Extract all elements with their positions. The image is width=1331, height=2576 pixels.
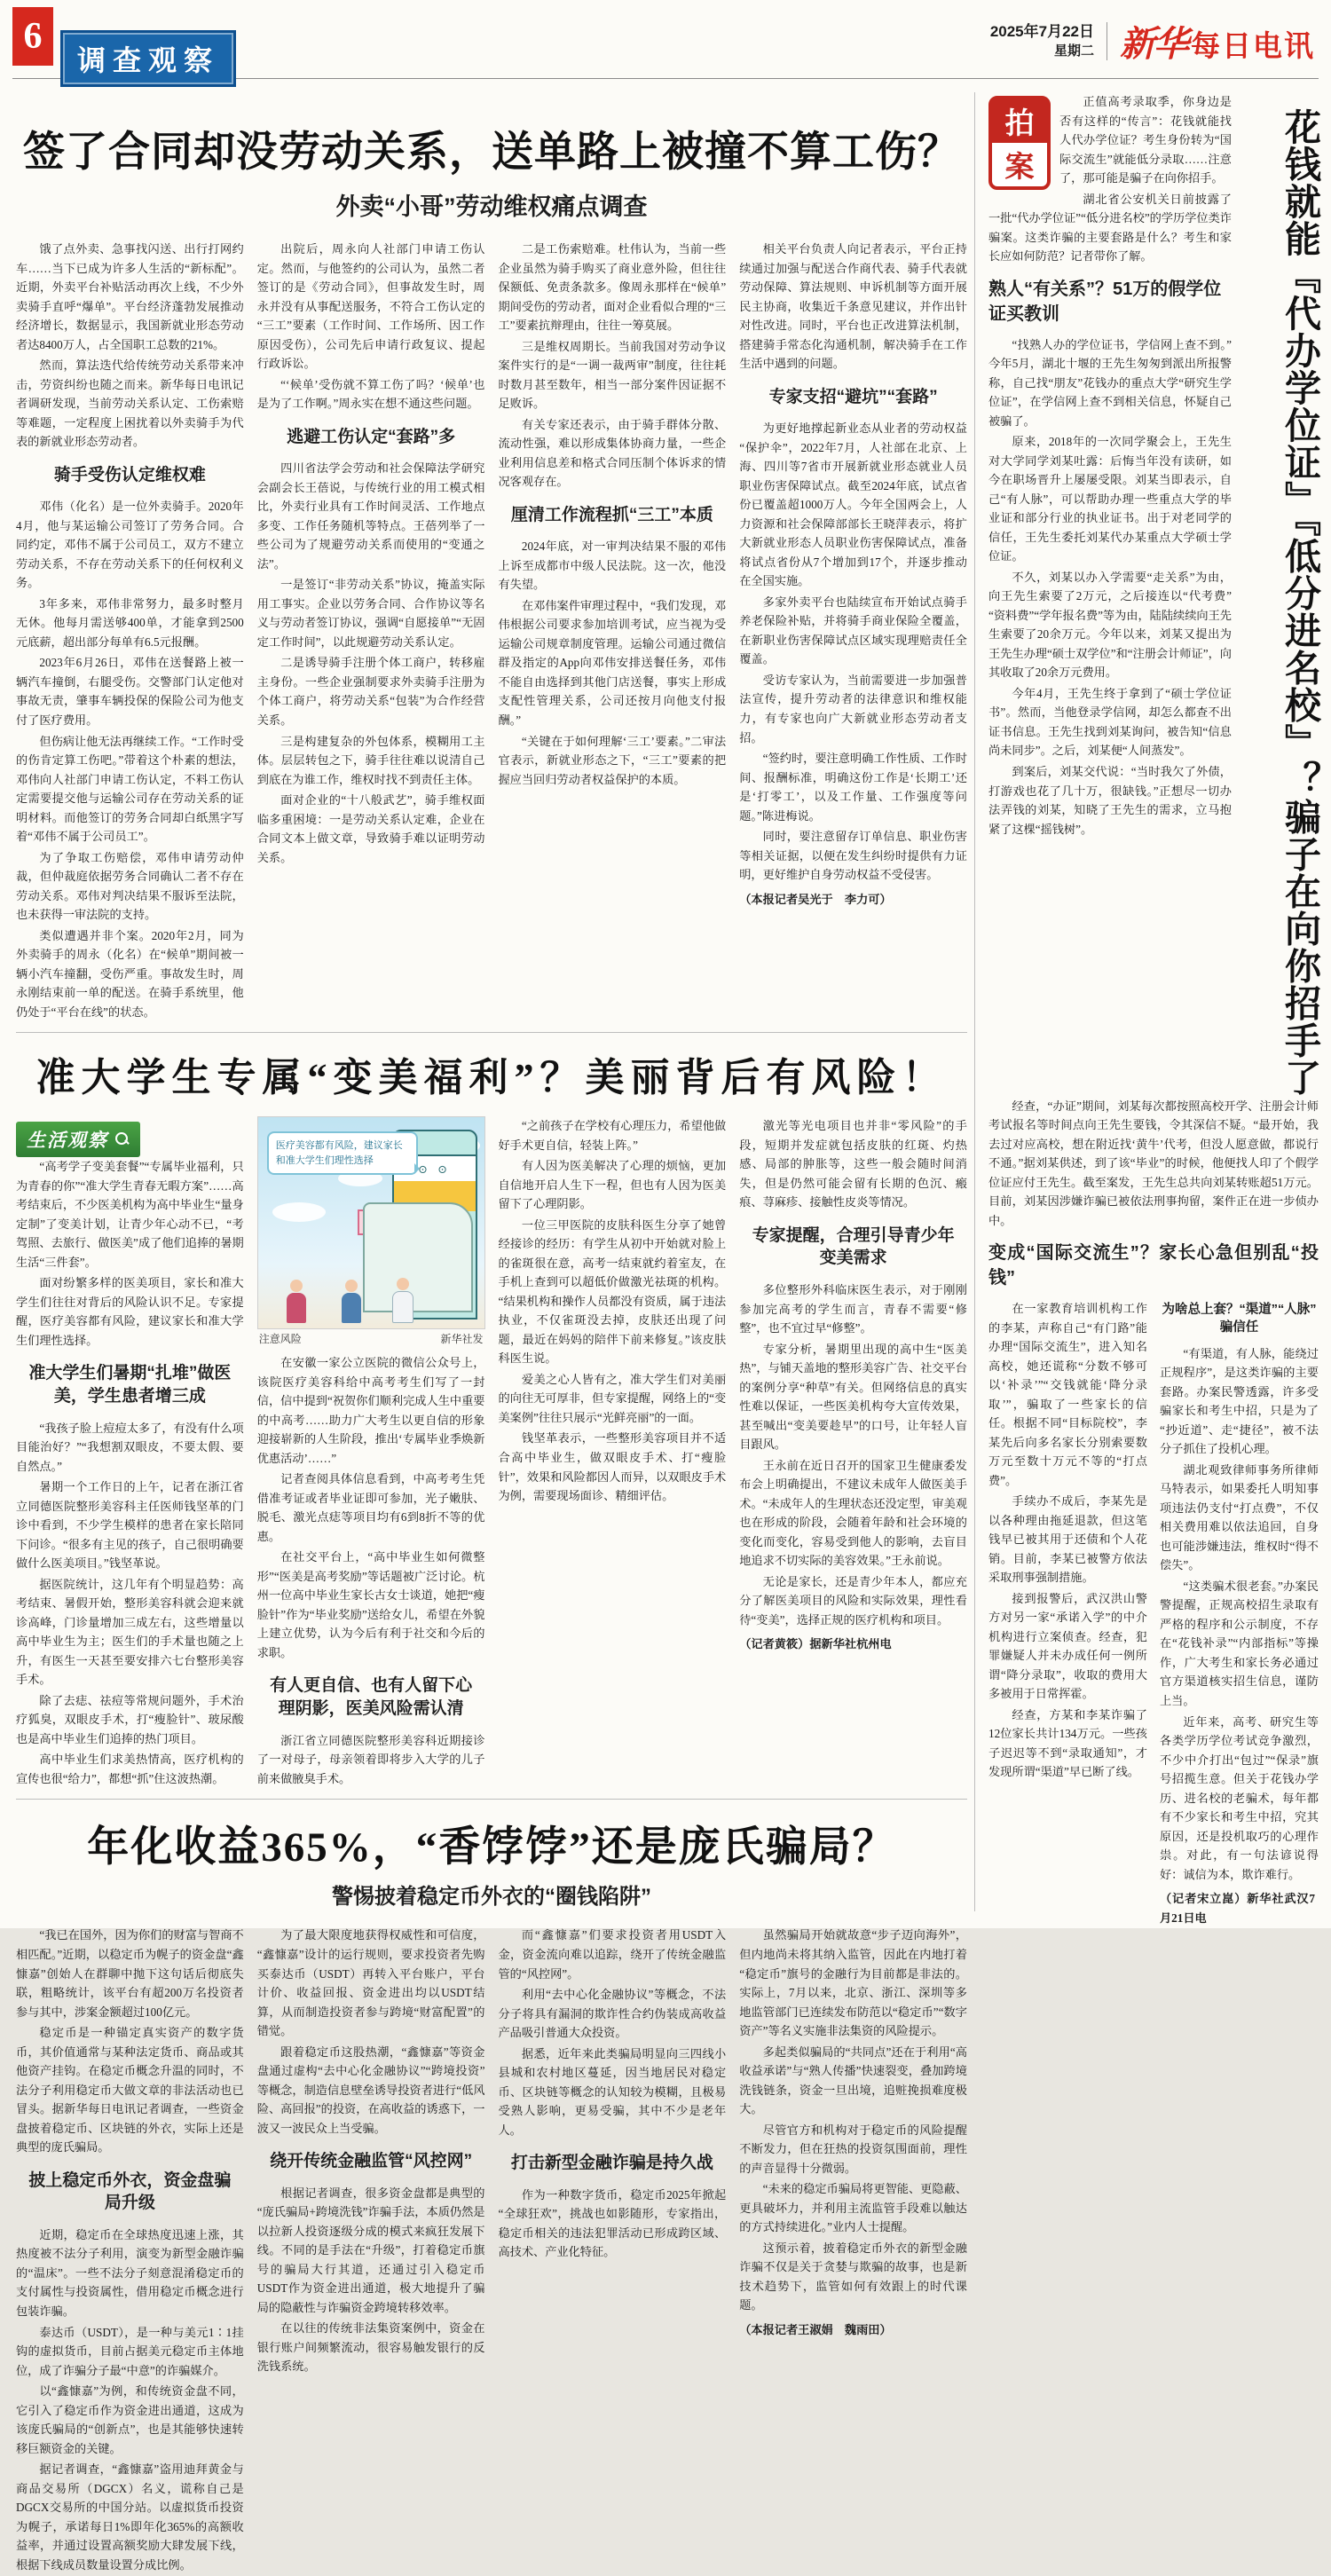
paragraph: 为了最大限度地获得权威性和可信度，“鑫慷嘉”设计的运行规则，要求投资者先购买泰达币（USDT）再转入平台账户，平台计价、收益回报、资金进出均以USDT结算，从而制造投资者参与跨境“财富配置”的错觉。 [256, 1928, 485, 2038]
paragraph: 据记者调查，“鑫慷嘉”盗用迪拜黄金与商品交易所（DGCX）名义，谎称自己是DGCX交易所的中国分站。以虚拟货币投资为幌子，承诺每日1%即年化365%的高额收益率，并通过设置高额奖励大肆发展下线，根据下线成员数量设置分成比例。 [16, 2462, 244, 2572]
article2-col1 [16, 1116, 244, 1790]
page-header [0, 0, 1331, 85]
paragraph: 在安徽一家公立医院的微信公众号上，该院医疗美容科给中高考考生们写了一封信，信中提到“祝贺你们顺利完成人生中重要的中高考……助力广大考生以更自信的形象迎接崭新的人生阶段，推出‘专属毕业季焕新优惠活动’……” [256, 1356, 485, 1465]
article2-col2-subhead: 有人更自信、也有人留下心理阴影，医美风险需认清 [270, 1676, 473, 1719]
sidebar-vertical-headline: 花钱就能『代办学位证』『低分进名校』？骗子在向你招手了 [1280, 108, 1320, 1097]
paragraph: 2023年6月26日，邓伟在送餐路上被一辆汽车撞倒，右腿受伤。交警部门认定他对事故无责，肇事车辆投保的保险公司为他支付了医疗费用。 [16, 656, 244, 727]
paragraph: 爱美之心人皆有之，准大学生们对美丽的向往无可厚非，但专家提醒，网络上的“变美案例”往往只展示“光鲜亮丽”的一面。 [498, 1372, 727, 1424]
article3-byline: （本报记者王淑娟 魏雨田） [739, 2322, 892, 2336]
page-number: 6 [12, 7, 53, 66]
paragraph: “签约时，要注意明确工作性质、工作时间、报酬标准，明确这份工作是‘长期工’还是‘打零工’，以及工作量、工作强度等问题。”陈进梅说。 [739, 752, 967, 823]
paragraph: 虽然骗局开始就故意“步子迈向海外”，但内地尚未将其纳入监管，因此在内地打着“稳定币”旗号的金融行为目前都是非法的。实际上，7月以来，北京、浙江、深圳等多地监管部门已连续发布防范以“稳定币”“数字资产”等名义实施非法集资的风险提示。 [739, 1928, 967, 2038]
person-figure [340, 1280, 363, 1323]
paragraph: 面对纷繁多样的医美项目，家长和准大学生们往往对背后的风险认识不足。专家提醒，医疗美容都有风险，建议家长和准大学生们理性选择。 [16, 1276, 244, 1347]
paragraph: 然而，算法迭代给传统劳动关系带来冲击，劳资纠纷也随之而来。新华每日电讯记者调研发现，当前劳动关系认定、工伤索赔等难题，一定程度上困扰着以外卖骑手为代表的新就业形态劳动者。 [16, 358, 244, 449]
paragraph: 邓伟（化名）是一位外卖骑手。2020年4月，他与某运输公司签订了劳务合同。合同约定，邓伟不属于公司员工，双方不建立劳动关系，不存在劳动关系下的任何权利义务。 [16, 500, 244, 590]
paragraph: 据医院统计，这几年有个明显趋势：高考结束、暑假开始，整形美容科就会迎来就诊高峰，门诊量增加三成左右，这些增量以高中毕业生为主；医生们的手术量也随之上升，有医生一天甚至要安排六七台整形美容手术。 [16, 1577, 244, 1687]
main-area [16, 89, 967, 2576]
paragraph: “有渠道，有人脉，能绕过正规程序”，是这类诈骗的主要套路。办案民警透露，许多受骗家长和考生中招，只是为了“抄近道”、走“捷径”，被不法分子抓住了投机心理。 [1160, 1346, 1319, 1456]
paragraph: 有人因为医美解决了心理的烦恼，更加自信地开启人生下一程，但也有人因为医美留下了心理阴影。 [498, 1159, 727, 1211]
paragraph: 一是签订“非劳动关系”协议，掩盖实际用工事实。企业以劳务合同、合作协议等名义与劳动者签订协议，强调“自愿接单”“无固定工作时间”，以此规避劳动关系认定。 [256, 578, 485, 649]
paragraph: 面对企业的“十八般武艺”，骑手维权面临多重困境：一是劳动关系认定难，企业在合同文本上做文章，导致骑手难以证明劳动关系。 [256, 793, 485, 864]
paragraph: 而“鑫慷嘉”们要求投资者用USDT入金，资金流向难以追踪，绕开了传统金融监管的“风控网”。 [498, 1928, 727, 1981]
paragraph: “找熟人办的学位证书，学信网上查不到。”今年5月，湖北十堰的王先生匆匆到派出所报警称，自己找“朋友”花钱办的重点大学“研究生学位证”，在学信网上查不到相关信息，怀疑自己被骗了。 [988, 337, 1232, 428]
sidebar-subhead2: 变成“国际交流生”？家长心急但别乱“投钱” [988, 1243, 1319, 1288]
paragraph: “我孩子脸上痘痘太多了，有没有什么项目能治好？”“我想割双眼皮，不要太假、要自然点。” [16, 1421, 244, 1473]
article2-col4 [739, 1116, 967, 1790]
life-observe-tag [16, 1122, 140, 1157]
paragraph: 无论是家长，还是青少年本人，都应充分了解医美项目的风险和实际效果，理性看待“变美”，选择正规的医疗机构和项目。 [739, 1574, 967, 1627]
paragraph: 暑期一个工作日的上午，记者在浙江省立同德医院整形美容科主任医师钱坚革的门诊中看到，不少学生模样的患者在家长陪同下问诊。“很多有主见的孩子，自己很明确要做什么医美项目。”钱坚革说。 [16, 1480, 244, 1571]
paragraph: 湖北观致律师事务所律师马特表示，如果委托人明知事项违法仍支付“打点费”，不仅相关费用难以依法追回，自身也可能涉嫌违法，维权时“得不偿失”。 [1160, 1462, 1319, 1572]
article2-col4-subhead: 专家提醒，合理引导青少年变美需求 [752, 1225, 955, 1268]
paragraph: 钱坚革表示，一些整形美容项目并不适合高中毕业生，做双眼皮手术、打“瘦脸针”，效果和风险都因人而异，以双眼皮手术为例，需要现场面诊、精细评估。 [498, 1431, 727, 1503]
person-figure [391, 1278, 414, 1323]
paragraph: 尽管官方和机构对于稳定币的风险提醒不断发力，但在狂热的投资氛围面前，理性的声音显得十分微弱。 [739, 2123, 967, 2175]
paragraph: 在邓伟案件审理过程中，“我们发现，邓伟根据公司要求参加培训考试，应当视为受运输公司规章制度管理。运输公司通过微信群及指定的App向邓伟安排送餐任务，邓伟不能自由选择到其他门店送餐，事实上形成支配性管理关系，公司还按月向他支付报酬。” [498, 598, 727, 727]
paragraph: 多家外卖平台也陆续宣布开始试点骑手养老保险补贴，并将骑手商业保险全覆盖，在新职业伤害保障试点区域实现理赔责任全覆盖。 [739, 595, 967, 666]
paragraph: 接到报警后，武汉洪山警方对另一家“承诺入学”的中介机构进行立案侦查。经查，犯罪嫌疑人并未办成任何一例所谓“降分录取”，收取的费用大多被用于日常挥霍。 [988, 1591, 1147, 1701]
paragraph: 3年多来，邓伟非常努力，最多时整月无休。他每月需送够400单，才能拿到2500元底薪，超出部分每单有6.5元报酬。 [16, 596, 244, 649]
paragraph: 浙江省立同德医院整形美容科近期接诊了一对母子，母亲领着即将步入大学的儿子前来做腋臭手术。 [256, 1733, 485, 1785]
paragraph: 今年4月，王先生终于拿到了“硕士学位证书”。然而，当他登录学信网，却怎么都查不出证书信息。王先生找到刘某询问，被告知“信息尚未同步”。之后，刘某便“人间蒸发”。 [988, 686, 1232, 758]
paragraph: 高中毕业生们求美热情高，医疗机构的宣传也很“给力”，都想“抓”住这波热潮。 [16, 1753, 244, 1785]
paragraph: 据悉，近年来此类骗局明显向三四线小县城和农村地区蔓延，因当地居民对稳定币、区块链等概念的认知较为模糊，且极易受熟人影响，更易受骗，其中不少是老年人。 [498, 2046, 727, 2137]
masthead-script: 新华 [1120, 24, 1187, 64]
article-medical-beauty [16, 1045, 967, 1790]
article3-col3-subhead: 打击新型金融诈骗是持久战 [510, 2154, 713, 2173]
article1-col1-subhead: 骑手受伤认定维权难 [53, 465, 206, 484]
article3-columns [16, 1926, 967, 2576]
cartoon-illustration [257, 1116, 485, 1329]
article-separator [16, 1032, 967, 1033]
paragraph: 这预示着，披着稳定币外衣的新型金融诈骗不仅是关于贪婪与欺骗的故事，也是新技术趋势下，监管如何有效跟上的时代课题。 [739, 2241, 967, 2312]
paragraph: 原来，2018年的一次同学聚会上，王先生对大学同学刘某吐露：后悔当年没有读研，如今在职场晋升上屡屡受限。刘某当即表示，自己“有人脉”，可以帮助办理一些重点大学的毕业证和部分行业的执业证书。出于对老同学的信任，王先生委托刘某代办某重点大学硕士学位证。 [988, 435, 1232, 563]
paragraph: 受访专家认为，当前需要进一步加强普法宣传，提升劳动者的法律意识和维权能力，有专家也向广大新就业形态劳动者支招。 [739, 673, 967, 744]
paragraph: “关键在于如何理解‘三工’要素。”二审法官表示，新就业形态之下，“三工”要素的把握应当回归劳动者权益保护的本质。 [498, 734, 727, 786]
paragraph: 作为一种数字货币，稳定币2025年掀起“全球狂欢”，挑战也如影随形，专家指出，稳定币相关的违法犯罪活动已形成跨区域、高技术、产业化特征。 [498, 2187, 727, 2259]
paragraph: 王永前在近日召开的国家卫生健康委发布会上明确提出，不建议未成年人做医美手术。“未成年人的生理状态还没定型，审美观也在形成的阶段，会随着年龄和社会环境的变化而变化，容易受到他人的影响，去盲目地追求不切实际的美容效果。”王永前说。 [739, 1458, 967, 1568]
paragraph: 在以往的传统非法集资案例中，资金在银行账户间频繁流动，很容易触发银行的反洗钱系统。 [256, 2321, 485, 2374]
article3-subtitle: 警惕披着稳定币外衣的“圈钱陷阱” [332, 1885, 651, 1910]
article1-headline: 签了合同却没劳动关系，送单路上被撞不算工伤？ [23, 130, 960, 176]
article3-col1 [16, 1926, 244, 2576]
paragraph: 近期，稳定币在全球热度迅速上涨，其热度被不法分子利用，演变为新型金融诈骗的“温床”。一些不法分子刻意混淆稳定币的支付属性与投资属性，借用稳定币概念进行包装诈骗。 [16, 2227, 244, 2318]
paragraph: 为更好地撑起新业态从业者的劳动权益“保护伞”，2022年7月，人社部在北京、上海、四川等7省市开展新就业形态就业人员职业伤害保障试点。截至2024年底，试点省份已覆盖超1000万人。今年全国两会上，人力资源和社会保障部部长王晓萍表示，将扩大新就业形态人员职业伤害保障试点，准备将试点省份从7个增加到17个，并逐步推动在全国实施。 [739, 421, 967, 588]
article3-headline: 年化收益365%，“香饽饽”还是庞氏骗局？ [87, 1824, 896, 1871]
paragraph: 根据记者调查，很多资金盘都是典型的“庞氏骗局+跨境洗钱”诈骗手法，本质仍然是以拉新人投资逐级分成的模式来疯狂发展下线。不同的是手法在“升级”，打着稳定币旗号的骗局大行其道，还通过引入稳定币USDT作为资金进出通道，极大地提升了骗局的隐蔽性与诈骗资金跨境转移效率。 [256, 2186, 485, 2314]
article1-col1 [16, 240, 244, 1023]
article1-col2 [257, 240, 485, 1023]
paragraph: 有关专家还表示，由于骑手群体分散、流动性强，难以形成集体协商力量，一些企业利用信息差和格式合同压制个体诉求的情况客观存在。 [498, 417, 727, 489]
sidebar-body [988, 92, 1232, 1097]
paragraph: 正值高考录取季，你身边是否有这样的“传言”：花钱就能找人代办学位证？考生身份转为“国际交流生”就能低分录取……注意了，那可能是骗子在向你招手。 [1059, 95, 1232, 185]
paragraph: 多位整形外科临床医生表示，对于刚刚参加完高考的学生而言，青春不需要“修整”，也不宜过早“修整”。 [739, 1283, 967, 1335]
paragraph: 一位三甲医院的皮肤科医生分享了她曾经接诊的经历：有学生从初中开始就对脸上的雀斑很在意，高考一结束就约着室友，在手机上查到可以超低价做激光祛斑的机构。“结果机构和操作人员都没有资质，属于违法执业，不仅雀斑没去掉，皮肤还出现了问题，最近在妈妈的陪伴下前来修复。”该皮肤科医生说。 [498, 1217, 727, 1366]
paragraph: 出院后，周永向人社部门申请工伤认定。然而，与他签约的公司认为，虽然二者签订的是《劳动合同》，但事故发生时，周永并没有从事配送服务，不符合工伤认定的“三工”要素（工作时间、工作场所、因工作原因受伤），公司先后申请行政复议、提起行政诉讼。 [256, 242, 485, 371]
article2-columns [16, 1116, 967, 1790]
paragraph: 近年来，高考、研究生等各类学历学位考试竞争激烈，不少中介打出“包过”“保录”旗号招揽生意。但关于花钱办学历、进名校的老骗术，每年都有不少家长和考生中招，究其原因，还是投机取巧的心理作祟。对此，有一句法谚说得好：诚信为本，欺诈难行。 [1160, 1714, 1319, 1881]
sidebar-subhead1: 熟人“有关系”？51万的假学位证买教训 [988, 279, 1222, 324]
paragraph: 记者查阅具体信息看到，中高考考生凭借准考证或者毕业证即可参加，光子嫩肤、脱毛、激光点痣等项目均有6到8折不等的优惠。 [256, 1472, 485, 1543]
paragraph: 经查，“办证”期间，刘某每次都按照高校开学、注册会计师考试报名等时间点向王先生要钱，令其深信不疑。“最开始，我去过对应高校，想在附近找‘黄牛’代考，但没人愿意做，都说行不通。”据刘某供述，到了该“毕业”的时候，他便找人印了个假学位证应付王先生。截至案发，王先生总共向刘某转账超51万元。目前，刘某因涉嫌诈骗已被依法刑事拘留，案件正在进一步侦办中。 [988, 1099, 1319, 1227]
paragraph: 三是维权周期长。当前我国对劳动争议案件实行的是“一调一裁两审”制度，往往耗时数月甚至数年，相当一部分案件因证据不足败诉。 [498, 339, 727, 411]
paragraph: 二是诱导骑手注册个体工商户，转移雇主身份。一些企业强制要求外卖骑手注册为个体工商户，将劳动关系“包装”为合作经营关系。 [256, 656, 485, 727]
date-block [990, 22, 1107, 60]
paragraph: 跟着稳定币这股热潮，“鑫慷嘉”等资金盘通过虚构“去中心化金融协议”“跨境投资”等概念，制造信息壁垒诱导投资者进行“低风险、高回报”的投资，在高收益的诱惑下，一波又一波民众上当受骗。 [256, 2044, 485, 2135]
paragraph: “未来的稳定币骗局将更智能、更隐蔽、更具破坏力，并利用主流监管手段难以触达的方式持续进化。”业内人士提醒。 [739, 2182, 967, 2234]
caption-right: 新华社发 [440, 1333, 484, 1346]
speech-bubble: 医疗美容都有风险，建议家长和准大学生们理性选择 [267, 1131, 418, 1175]
paragraph: 专家分析，暑期里出现的高中生“医美热”，与铺天盖地的整形美容广告、社交平台的案例分享“种草”有关。但网络信息的真实性难以保证，一些医美机构夸大宣传效果，甚至喊出“变美要趁早”的口号，让年轻人盲目跟风。 [739, 1342, 967, 1452]
article1-col3 [499, 240, 727, 1023]
paragraph: 但伤病让他无法再继续工作。“工作时受的伤肯定算工伤吧。”带着这个朴素的想法，邓伟向人社部门申请工伤认定，不料工伤认定需要提交他与运输公司存在劳动关系的证明材料。而他签订的劳务合同却白纸黑字写着“邓伟不属于公司员工”。 [16, 734, 244, 844]
article3-col3 [499, 1926, 727, 2576]
vertical-divider [974, 92, 975, 1911]
article1-col4 [739, 240, 967, 1023]
sidebar-wide-paragraphs [988, 1097, 1319, 1231]
paragraph: 稳定币是一种锚定真实资产的数字货币，其价值通常与某种法定货币、商品或其他资产挂钩。在稳定币概念升温的同时，不法分子利用稳定币大做文章的非法活动也已冒头。据新华每日电讯记者调查，一些资金盘披着稳定币、区块链的外衣，实际上还是典型的庞氏骗局。 [16, 2026, 244, 2155]
paragraph: 手续办不成后，李某先是以各种理由拖延退款，但这笔钱早已被其用于还债和个人花销。目前，李某已被警方依法采取刑事强制措施。 [988, 1494, 1147, 1585]
paragraph: 在社交平台上，“高中毕业生如何微整形”“医美是高考奖励”等话题被广泛讨论。杭州一位高中毕业生家长古女士谈道，她把“瘦脸针”作为“毕业奖励”送给女儿，希望在外貌上建立优势，认为今后有利于社交和今后的求职。 [256, 1550, 485, 1659]
sidebar-byline: （记者宋立崑）新华社武汉7月21日电 [1160, 1892, 1315, 1925]
article2-col1-subhead: 准大学生们暑期“扎堆”做医美，学生患者增三成 [28, 1364, 232, 1406]
masthead [1120, 16, 1315, 67]
paragraph: 利用“去中心化金融协议”等概念，不法分子将具有漏洞的欺诈性合约伪装成高收益产品吸引普通大众投资。 [498, 1988, 727, 2040]
paragraph: 二是工伤索赔难。杜伟认为，当前一些企业虽然为骑手购买了商业意外险，但往往保额低、免责条款多。像周永那样在“候单”期间受伤的劳动者，面对企业看似合理的“三工”要素抗辩理由，往往一筹莫展。 [498, 242, 727, 333]
article1-col2-subhead: 逃避工伤认定“套路”多 [287, 427, 456, 446]
paragraph: “这类骗术很老套。”办案民警提醒，正规高校招生录取有严格的程序和公示制度，不存在“花钱补录”“内部指标”等操作，广大考生和家长务必通过官方渠道核实招生信息，谨防上当。 [1160, 1579, 1319, 1707]
article-separator [16, 1799, 967, 1800]
paragraph: 以“鑫慷嘉”为例，和传统资金盘不同，它引入了稳定币作为资金进出通道，这成为该庞氏骗局的“创新点”，也是其能够快速转移巨额资金的关键。 [16, 2384, 244, 2455]
sidebar-col-left [988, 1299, 1147, 1929]
paragraph: “高考学子变美套餐”“专属毕业福利，只为青春的你”“准大学生青春无暇方案”……高考结束后，不少医美机构为高中毕业生“量身定制”了变美计划，让青少年心动不已，“考驾照、去旅行、做医美”成了他们追捧的暑期生活“三件套”。 [16, 1160, 244, 1269]
paragraph: 2024年底，对一审判决结果不服的邓伟上诉至成都市中级人民法院。这一次，他没有失望。 [498, 540, 727, 592]
article1-columns [16, 240, 967, 1023]
article3-col4 [739, 1926, 967, 2576]
paragraph: 同时，要注意留存订单信息、职业伤害等相关证据，以便在发生纠纷时提供有力证明，更好维护自身劳动权益不受侵害。 [739, 830, 967, 882]
article2-headline: 准大学生专属“变美福利”？美丽背后有风险！ [35, 1056, 948, 1100]
article3-col2 [257, 1926, 485, 2576]
sidebar-col-right [1160, 1299, 1319, 1929]
paragraph: 饿了点外卖、急事找闪送、出行打网约车……当下已成为许多人生活的“新标配”。近期，外卖平台补贴活动再次上线，不少外卖骑手直呼“爆单”。平台经济蓬勃发展推动经济增长，数据显示，我国新就业形态劳动者达8400万人，占全国职工总数的21%。 [16, 242, 244, 351]
article1-col3-subhead: 厘清工作流程抓“三工”本质 [510, 505, 713, 524]
article3-col2-subhead: 绕开传统金融监管“风控网” [270, 2152, 473, 2171]
paragraph: 多起类似骗局的“共同点”还在于利用“高收益承诺”与“熟人传播”快速裂变，叠加跨境洗钱链条，资金一旦出境，追赃挽损难度极大。 [739, 2044, 967, 2116]
sidebar-subhead3: 为啥总上套？“渠道”“人脉”骗信任 [1162, 1303, 1317, 1335]
cartoon-caption [259, 1331, 484, 1346]
paragraph: 类似遭遇并非个案。2020年2月，同为外卖骑手的周永（化名）在“候单”期间被一辆小汽车撞翻，受伤严重。事故发生时，周永刚结束前一单的配送。在骑手系统里，他仍处于“平台在线”的状态。 [16, 928, 244, 1019]
paragraph: “‘候单’受伤就不算工伤了吗？‘候单’也是为了工作啊。”周永实在想不通这些问题。 [256, 377, 485, 411]
sidebar-article-fraud [988, 92, 1319, 1929]
article2-col2 [257, 1116, 485, 1790]
article3-col1-subhead: 披上稳定币外衣，资金盘骗局升级 [28, 2170, 232, 2213]
sidebar-two-columns [988, 1299, 1319, 1929]
article2-byline: （记者黄筱）据新华社杭州电 [739, 1637, 892, 1651]
article2-col3 [499, 1116, 727, 1790]
paragraph: 湖北省公安机关日前披露了一批“代办学位证”“低分进名校”的学历学位类诈骗案。这类诈骗的主要套路是什么？考生和家长应如何防范？记者带你了解。 [988, 192, 1232, 264]
article-stablecoin-scam [16, 1814, 967, 2576]
paragraph: 经查，方某和李某诈骗了12位家长共计134万元。一些孩子迟迟等不到“录取通知”，才发现所谓“渠道”早已断了线。 [988, 1707, 1147, 1779]
paragraph: “之前孩子在学校有心理压力，希望他做好手术更自信，轻装上阵。” [498, 1119, 727, 1152]
paragraph: “我已在国外，因为你们的财富与智商不相匹配。”近期，以稳定币为幌子的资金盘“鑫慷嘉”创始人在群聊中抛下这句话后彻底失联，粗略统计，该平台有超200万名投资者参与其中，涉案金额超过100亿元。 [16, 1928, 244, 2019]
paragraph: 相关平台负责人向记者表示，平台正持续通过加强与配送合作商代表、骑手代表就劳动保障、算法规则、申诉机制等方面开展民主协商，收集近千条意见建议，并作出针对性改进。同时，平台也正改进算法机制，搭建骑手常态化沟通机制，解决骑手在工作生活中遇到的问题。 [739, 242, 967, 371]
paian-seal-icon: 拍 案 [988, 96, 1051, 190]
section-title: 调查观察 [60, 30, 236, 87]
paragraph: 不久，刘某以办入学需要“走关系”为由，向王先生索要了2万元，之后接连以“代考费”“资料费”“学年报名费”等为由，陆陆续续向王先生索要了20余万元。今年以来，刘某又提出为王先生办理“硕士双学位”和“注册会计师证”，向其收取了20余万元费用。 [988, 570, 1232, 680]
caption-left: 注意风险 [258, 1333, 302, 1346]
article1-byline: （本报记者吴光于 李力可） [739, 892, 892, 906]
article1-subtitle: 外卖“小哥”劳动维权痛点调查 [335, 193, 648, 220]
article1-col4-subhead: 专家支招“避坑”“套路” [768, 387, 938, 406]
article-delivery-riders [16, 119, 967, 1023]
weekday: 星期二 [1053, 43, 1094, 59]
side-building [363, 1202, 473, 1312]
paragraph: 到案后，刘某交代说：“当时我欠了外债，打游戏也花了几十万，很缺钱。”正想尽一切办法弄钱的刘某，知晓了王先生的需求，立马抱紧了这棵“摇钱树”。 [988, 764, 1232, 836]
life-observe-label: 生活观察 [27, 1130, 108, 1152]
person-figure [285, 1280, 308, 1323]
date: 2025年7月22日 [989, 22, 1094, 40]
paragraph: 泰达币（USDT），是一种与美元1∶1挂钩的虚拟货币，目前占据美元稳定币主体地位，成了诈骗分子最“中意”的诈骗媒介。 [16, 2325, 244, 2377]
building-face: ⊙ ⊙ [394, 1154, 476, 1185]
paragraph: 激光等光电项目也并非“零风险”的手段，短期并发症就包括皮肤的红斑、灼热感、局部的肿胀等，这些一般会随时间消失，但是仍然可能会留有长期的色沉、瘢痕、荨麻疹、接触性皮炎等情况。 [739, 1119, 967, 1209]
paragraph: 在一家教育培训机构工作的李某，声称自己“有门路”能办理“国际交流生”，进入知名高校，她还谎称“分数不够可以‘补录’”“交钱就能‘降分录取’”，骗取了一些家长的信任。根据不同“目标院校”，李某先后向多名家长分别索要数万元至数十万元不等的“打点费”。 [988, 1302, 1147, 1487]
paragraph: 为了争取工伤赔偿，邓伟申请劳动仲裁，但仲裁庭依据劳务合同确认二者不存在劳动关系。邓伟对判决结果不服诉至法院，也未获得一审法院的支持。 [16, 850, 244, 922]
magnifier-icon [115, 1132, 130, 1146]
paragraph: 四川省法学会劳动和社会保障法学研究会副会长王蓓说，与传统行业的用工模式相比，外卖行业具有工作时间灵活、工作地点多变、工作任务随机等特点。王蓓列举了一些公司为了规避劳动关系而使用的“变通之法”。 [256, 461, 485, 571]
paragraph: 除了去痣、祛痘等常规问题外，手术治疗狐臭，双眼皮手术，打“瘦脸针”、玻尿酸也是高中毕业生们追捧的热门项目。 [16, 1693, 244, 1745]
paragraph: 三是构建复杂的外包体系，模糊用工主体。层层转包之下，骑手往往难以说清自己到底在为谁工作，维权时找不到责任主体。 [256, 734, 485, 786]
masthead-rest: 每日电讯 [1191, 31, 1315, 63]
